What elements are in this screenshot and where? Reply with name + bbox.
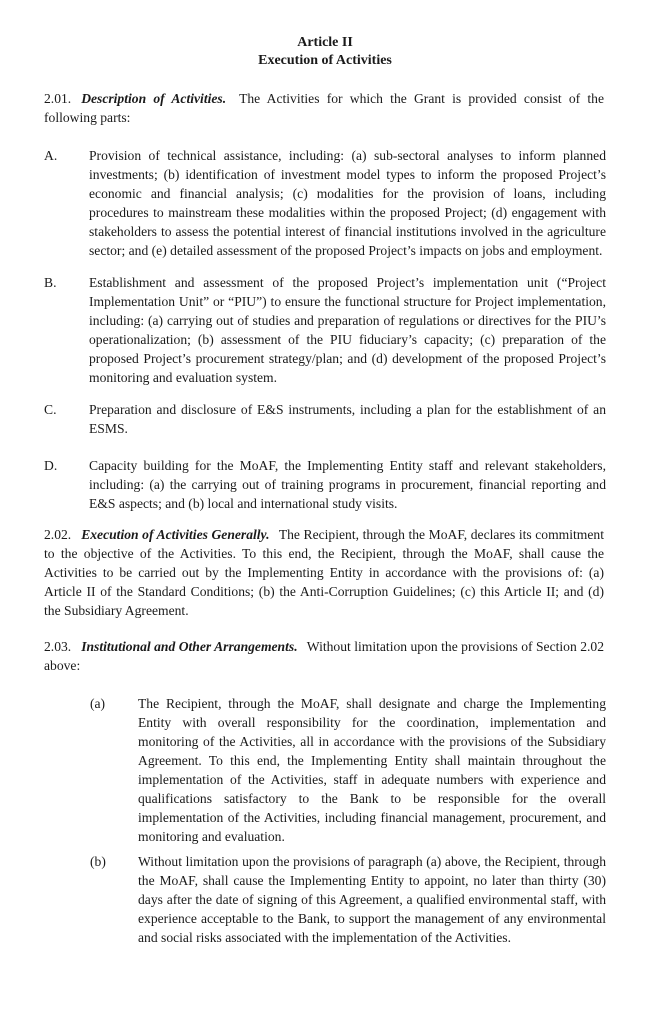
part-letter: D. — [44, 458, 58, 473]
section-2-01 — [44, 89, 604, 127]
part-text: Establishment and assessment of the proposed Project’s implementation unit (“Project Implementation Unit” or “PIU”) to ensure the functional structure for Project implementation, including: (a) carrying out of studies and preparation of regulations or directives for the PIU’s operationalization; (b) assessment of the PIU fiduciary’s capacity; (c) preparation of the proposed Project’s procurement strategy/plan; and (d) development of the proposed Project’s monitoring and evaluation system. — [89, 275, 606, 385]
section-text: Without limitation upon the provisions of Section 2.02 above: — [44, 639, 604, 673]
article-number: Article II — [297, 35, 353, 50]
section-2-03 — [44, 637, 604, 675]
section-title: Institutional and Other Arrangements. — [81, 639, 298, 654]
section-2-02 — [44, 525, 604, 620]
part-letter: A. — [44, 148, 58, 163]
part-letter: B. — [44, 275, 57, 290]
section-title: Description of Activities. — [81, 91, 227, 106]
section-text: The Recipient, through the MoAF, declares its commitment to the objective of the Activities. To this end, the Recipient, through the MoAF, shall cause the Activities to be carried out by the Implementing Entity in accordance with the provisions of: (a) Article II of the Standard Conditions; (b) the Anti-Corruption Guidelines; (c) this Article II; and (d) the Subsidiary Agreement. — [44, 527, 604, 618]
part-letter: C. — [44, 402, 57, 417]
section-text: The Activities for which the Grant is provided consist of the following parts: — [44, 91, 605, 125]
arrangement-text: Without limitation upon the provisions of paragraph (a) above, the Recipient, through the MoAF, shall cause the Implementing Entity to appoint, no later than thirty (30) days after the date of signing of this Agreement, a qualified environmental staff, with experience acceptable to the Bank, to support the management of any environmental and social risks associated with the implementation of the Activities. — [138, 854, 606, 945]
section-number: 2.03. — [44, 639, 72, 654]
arrangement-text: The Recipient, through the MoAF, shall designate and charge the Implementing Entity with overall responsibility for the coordination, implementation and monitoring of the Activities, all in accordance with the provisions of the Subsidiary Agreement. To this end, the Implementing Entity shall maintain throughout the implementation of the Activities, staff in adequate numbers with experience and qualifications satisfactory to the Bank to be responsible for the overall implementation of the Activities, including financial management, procurement, and monitoring and evaluation. — [138, 696, 606, 844]
arrangement-letter: (b) — [90, 854, 106, 869]
part-text: Capacity building for the MoAF, the Implementing Entity staff and relevant stakeholders, including: (a) the carrying out of training programs in procurement, financial reporting and E&S aspects; and (b) local and international study visits. — [89, 458, 606, 511]
section-number: 2.02. — [44, 527, 72, 542]
part-text: Preparation and disclosure of E&S instruments, including a plan for the establishment of an ESMS. — [89, 402, 606, 436]
section-number: 2.01. — [44, 91, 72, 106]
section-title: Execution of Activities Generally. — [81, 527, 270, 542]
arrangement-letter: (a) — [90, 696, 106, 711]
part-text: Provision of technical assistance, including: (a) sub-sectoral analyses to inform planned investments; (b) identification of investment model types to inform the proposed Project’s economic and financial analysis; (c) modalities for the provision of loans, including procedures to mainstream these modalities within the proposed Project; (d) engagement with stakeholders to assess the potential interest of financial institutions involved in the agriculture sector; and (e) detailed assessment of the proposed Project’s impacts on jobs and employment. — [89, 148, 606, 258]
article-title: Execution of Activities — [258, 53, 392, 68]
